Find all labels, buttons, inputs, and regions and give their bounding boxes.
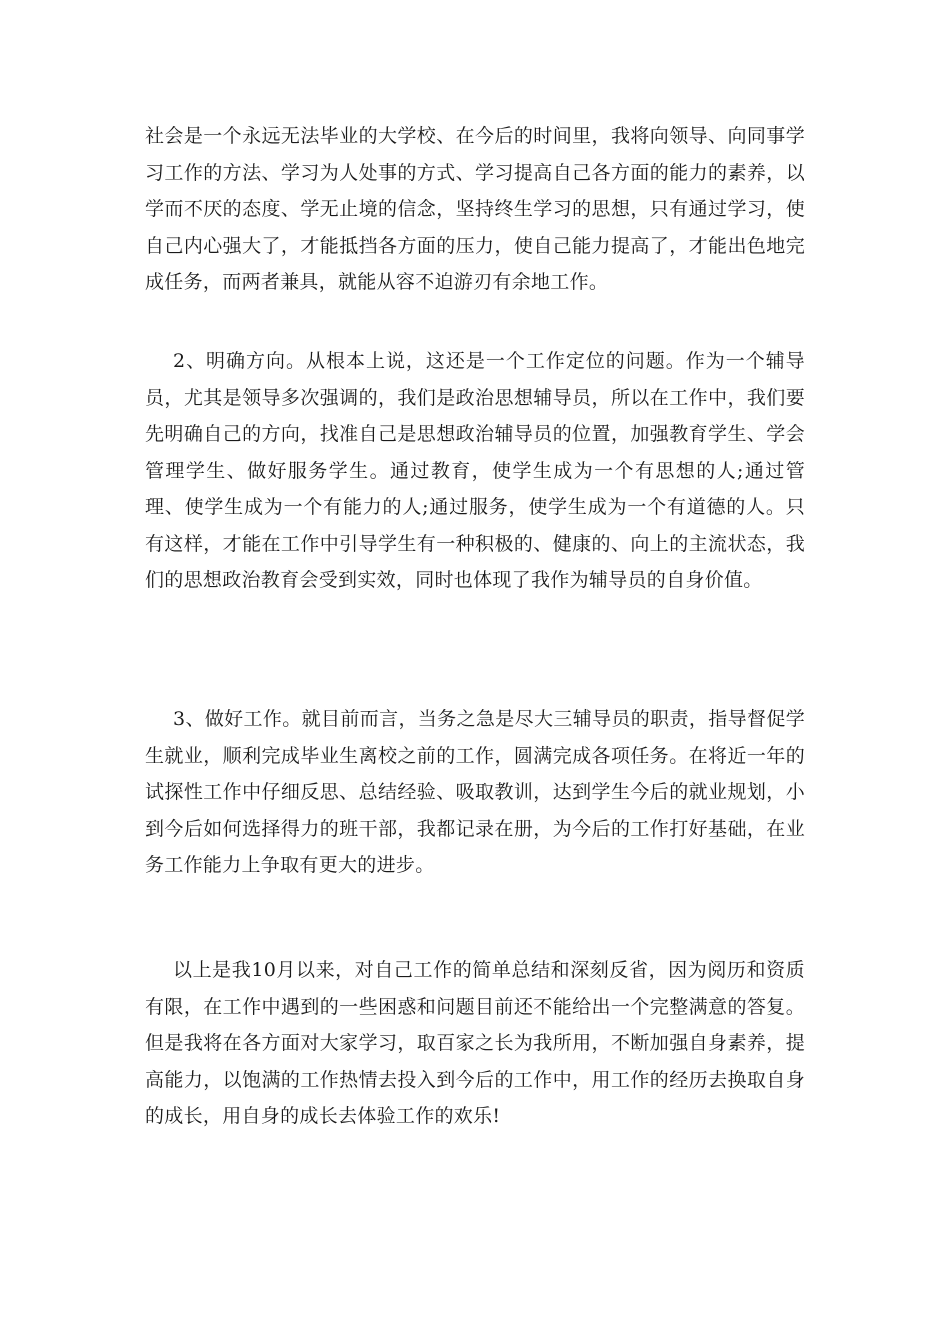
paragraph-do-work-well: 3、做好工作。就目前而言，当务之急是尽大三辅导员的职责，指导督促学生就业，顺利完成毕业生离校之前的工作，圆满完成各项任务。在将近一年的试探性工作中仔细反思、总结经验、吸取教训，达到学生今后的就业规划，小到今后如何选择得力的班干部，我都记录在册，为今后的工作打好基础，在业务工作能力上争取有更大的进步。 [145, 708, 805, 876]
paragraph-clear-direction: 2、明确方向。从根本上说，这还是一个工作定位的问题。作为一个辅导员，尤其是领导多次强调的，我们是政治思想辅导员，所以在工作中，我们要先明确自己的方向，找准自己是思想政治辅导员的位置，加强教育学生、学会管理学生、做好服务学生。通过教育，使学生成为一个有思想的人;通过管理、使学生成为一个有能力的人;通过服务，使学生成为一个有道德的人。只有这样，才能在工作中引导学生有一种积极的、健康的、向上的主流状态，我们的思想政治教育会受到实效，同时也体现了我作为辅导员的自身价值。 [145, 350, 805, 591]
paragraph-conclusion: 以上是我10月以来，对自己工作的简单总结和深刻反省，因为阅历和资质有限，在工作中遇到的一些困惑和问题目前还不能给出一个完整满意的答复。但是我将在各方面对大家学习，取百家之长为我所用，不断加强自身素养，提高能力，以饱满的工作热情去投入到今后的工作中，用工作的经历去换取自身的成长，用自身的成长去体验工作的欢乐! [145, 959, 805, 1127]
paragraph-lifelong-learning: 社会是一个永远无法毕业的大学校、在今后的时间里，我将向领导、向同事学习工作的方法、学习为人处事的方式、学习提高自己各方面的能力的素养，以学而不厌的态度、学无止境的信念，坚持终生学习的思想，只有通过学习，使自己内心强大了，才能抵挡各方面的压力，使自己能力提高了，才能出色地完成任务，而两者兼具，就能从容不迫游刃有余地工作。 [145, 125, 805, 293]
